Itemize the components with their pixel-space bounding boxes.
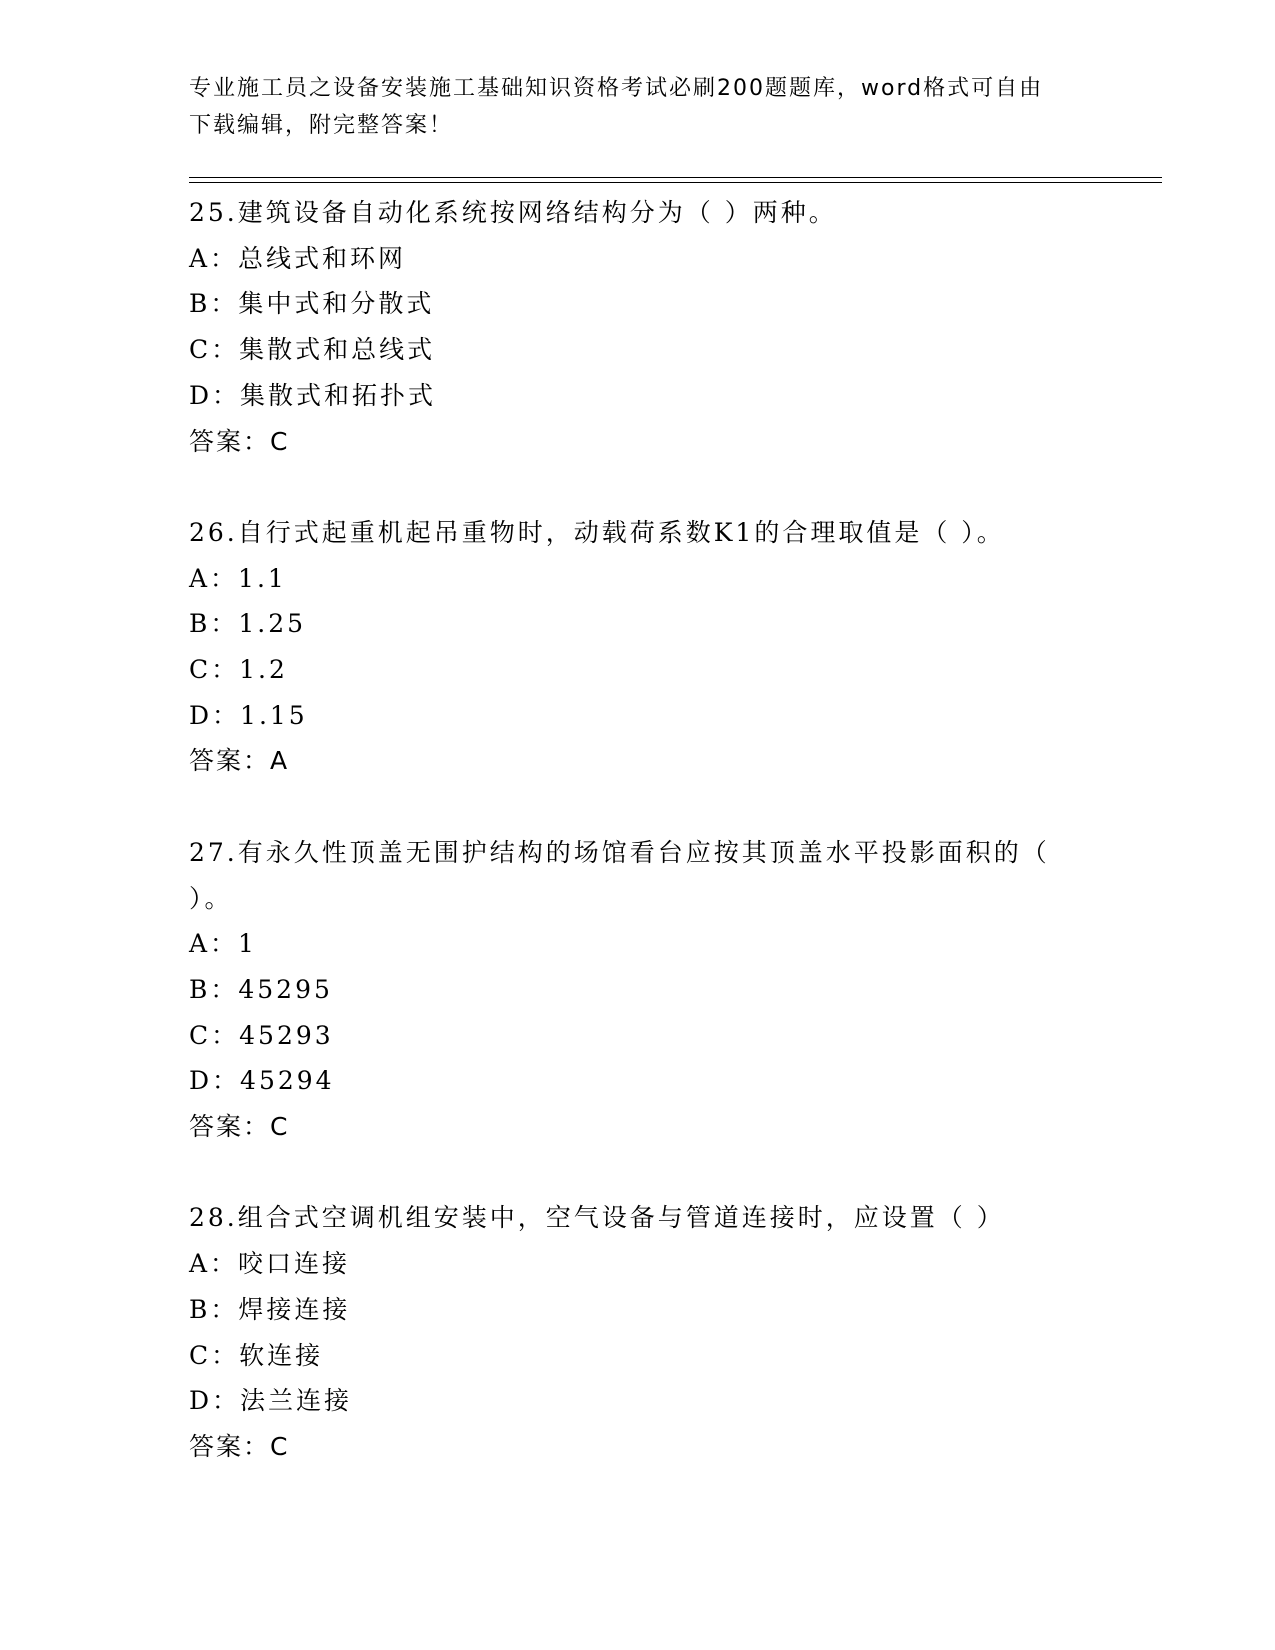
question-25 (189, 190, 1089, 464)
question-28 (189, 1195, 1089, 1469)
option-d: D：1.15 (189, 700, 308, 730)
option-b: B：焊接连接 (189, 1294, 351, 1324)
header-divider-bottom (189, 182, 1162, 183)
option-d: D：45294 (189, 1066, 335, 1096)
option-b: B：集中式和分散式 (189, 289, 435, 319)
option-a: A：总线式和环网 (189, 243, 407, 273)
answer: 答案：C (189, 426, 290, 456)
question-stem-continued: ）。 (189, 883, 233, 913)
question-list (189, 190, 1089, 1515)
answer: 答案：C (189, 1431, 290, 1461)
option-c: C：软连接 (189, 1340, 324, 1370)
document-header (189, 70, 1089, 144)
option-b: B：45295 (189, 974, 333, 1004)
option-a: A：1.1 (189, 563, 287, 593)
option-a: A：咬口连接 (189, 1249, 351, 1279)
answer: 答案：C (189, 1112, 290, 1142)
header-divider-top (189, 177, 1162, 178)
option-b: B：1.25 (189, 609, 307, 639)
option-d: D：法兰连接 (189, 1386, 353, 1416)
option-c: C：1.2 (189, 655, 288, 685)
header-line-2: 下载编辑，附完整答案！ (189, 113, 454, 138)
option-c: C：45293 (189, 1020, 334, 1050)
question-stem: 27.有永久性顶盖无围护结构的场馆看台应按其顶盖水平投影面积的（ (189, 837, 1050, 867)
question-stem: 28.组合式空调机组安装中，空气设备与管道连接时，应设置（ ） (189, 1203, 1005, 1233)
question-stem: 26.自行式起重机起吊重物时，动载荷系数K1的合理取值是（ ）。 (189, 517, 1005, 547)
question-26 (189, 510, 1089, 784)
question-stem: 25.建筑设备自动化系统按网络结构分为（ ）两种。 (189, 198, 837, 227)
answer: 答案：A (189, 746, 290, 776)
option-c: C：集散式和总线式 (189, 335, 436, 365)
option-a: A：1 (189, 929, 257, 959)
question-27 (189, 830, 1089, 1150)
header-line-1: 专业施工员之设备安装施工基础知识资格考试必刷200题题库，word格式可自由 (189, 76, 1044, 101)
option-d: D：集散式和拓扑式 (189, 380, 437, 410)
